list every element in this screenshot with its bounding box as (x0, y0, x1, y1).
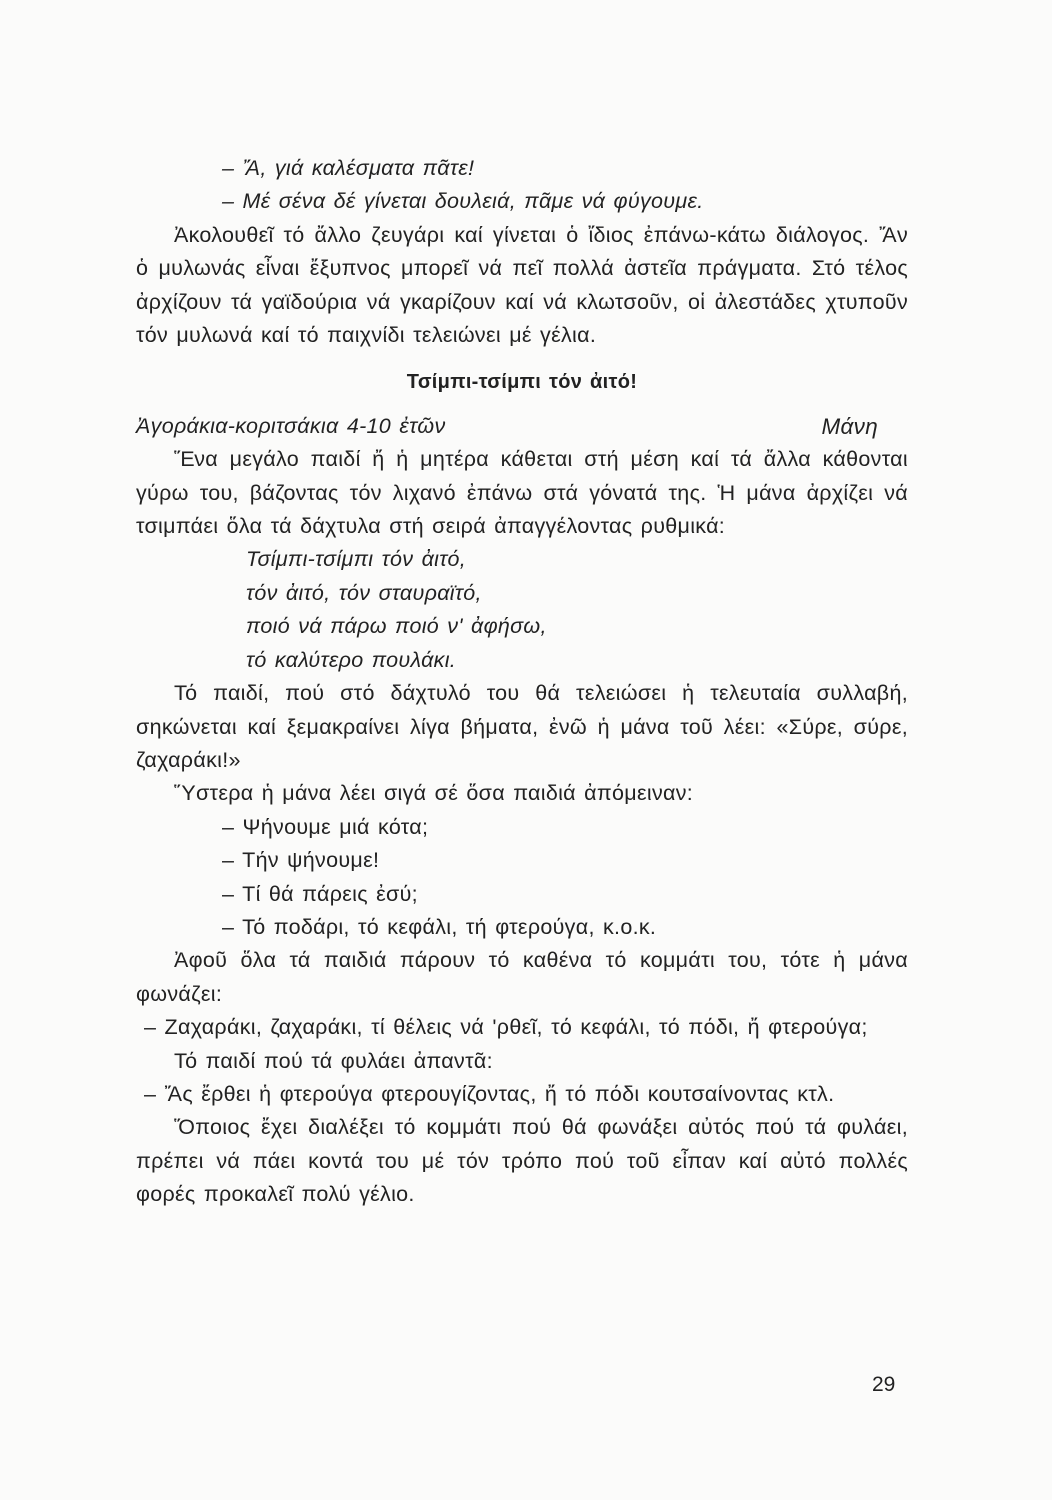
dialogue-line: – Μέ σένα δέ γίνεται δουλειά, πᾶμε νά φύγουμε. (222, 189, 704, 214)
paragraph: Τό παιδί, πού στό δάχτυλό του θά τελειώσει ἡ τελευταία συλλαβή, σηκώνεται καί ξεμακραίνει λίγα βήματα, ἐνῶ ἡ μάνα τοῦ λέει: «Σύρε, σύρε, ζαχαράκι!» (136, 681, 908, 772)
age-range: Ἀγοράκια-κοριτσάκια 4-10 ἐτῶν (136, 413, 446, 438)
rhyme-line: Τσίμπι-τσίμπι τόν ἀιτό, (246, 547, 467, 572)
paragraph: Ὅποιος ἔχει διαλέξει τό κομμάτι πού θά φωνάξει αὐτός πού τά φυλάει, πρέπει νά πάει κοντά του μέ τόν τρόπο πού τοῦ εἶπαν καί αὐτό πολλές φορές προκαλεῖ πολύ γέλιο. (136, 1115, 908, 1207)
rhyme-line: τό καλύτερο πουλάκι. (246, 647, 457, 672)
section-heading: Τσίμπι-τσίμπι τόν ἀιτό! (406, 371, 638, 394)
paragraph: Ὕστερα ἡ μάνα λέει σιγά σέ ὅσα παιδιά ἀπόμειναν: (174, 781, 694, 806)
dialogue-line: – Τί θά πάρεις ἐσύ; (222, 881, 418, 906)
page-number: 29 (872, 1373, 896, 1396)
dialogue-line: – Ψήνουμε μιά κότα; (222, 814, 429, 839)
paragraph: Τό παιδί πού τά φυλάει ἀπαντᾶ: (174, 1048, 493, 1073)
dialogue-line: – Ἄ, γιά καλέσματα πᾶτε! (222, 156, 475, 180)
paragraph: Ἀκολουθεῖ τό ἄλλο ζευγάρι καί γίνεται ὁ ἴδιος ἐπάνω-κάτω διάλογος. Ἄν ὁ μυλωνάς εἶναι ἔξυπνος μπορεῖ νά πεῖ πολλά ἀστεῖα πράγματα. Στό τέλος ἀρχίζουν τά γαϊδούρια νά γκαρίζουν καί νά κλωτσοῦν, οἱ ἀλεστάδες χτυποῦν τόν μυλωνά καί τό παιχνίδι τελειώνει μέ γέλια. (136, 222, 908, 348)
paragraph: Ἀφοῦ ὅλα τά παιδιά πάρουν τό καθένα τό κομμάτι του, τότε ἡ μάνα φωνάζει: (136, 948, 908, 1006)
rhyme-line: ποιό νά πάρω ποιό ν' ἀφήσω, (246, 614, 547, 639)
dialogue-line: – Τό ποδάρι, τό κεφάλι, τή φτερούγα, κ.ο.κ. (222, 914, 657, 939)
region: Μάνη (821, 413, 878, 439)
game-meta (136, 410, 908, 443)
rhyme-line: τόν ἀιτό, τόν σταυραϊτό, (246, 580, 482, 605)
rhyme (136, 543, 908, 677)
dialogue-line: – Τήν ψήνουμε! (222, 848, 380, 873)
paragraph: Ἕνα μεγάλο παιδί ἤ ἡ μητέρα κάθεται στή μέση καί τά ἄλλα κάθονται γύρω του, βάζοντας τόν λιχανό ἐπάνω στά γόνατά της. Ἡ μάνα ἀρχίζει νά τσιμπάει ὅλα τά δάχτυλα στή σειρά ἀπαγγέλοντας ρυθμικά: (136, 447, 908, 539)
paragraph: – Ἄς ἔρθει ἡ φτερούγα φτερουγίζοντας, ἤ τό πόδι κουτσαίνοντας κτλ. (144, 1081, 835, 1106)
paragraph: – Ζαχαράκι, ζαχαράκι, τί θέλεις νά 'ρθεῖ, τό κεφάλι, τό πόδι, ἤ φτερούγα; (144, 1015, 868, 1040)
body-text (136, 152, 908, 1212)
